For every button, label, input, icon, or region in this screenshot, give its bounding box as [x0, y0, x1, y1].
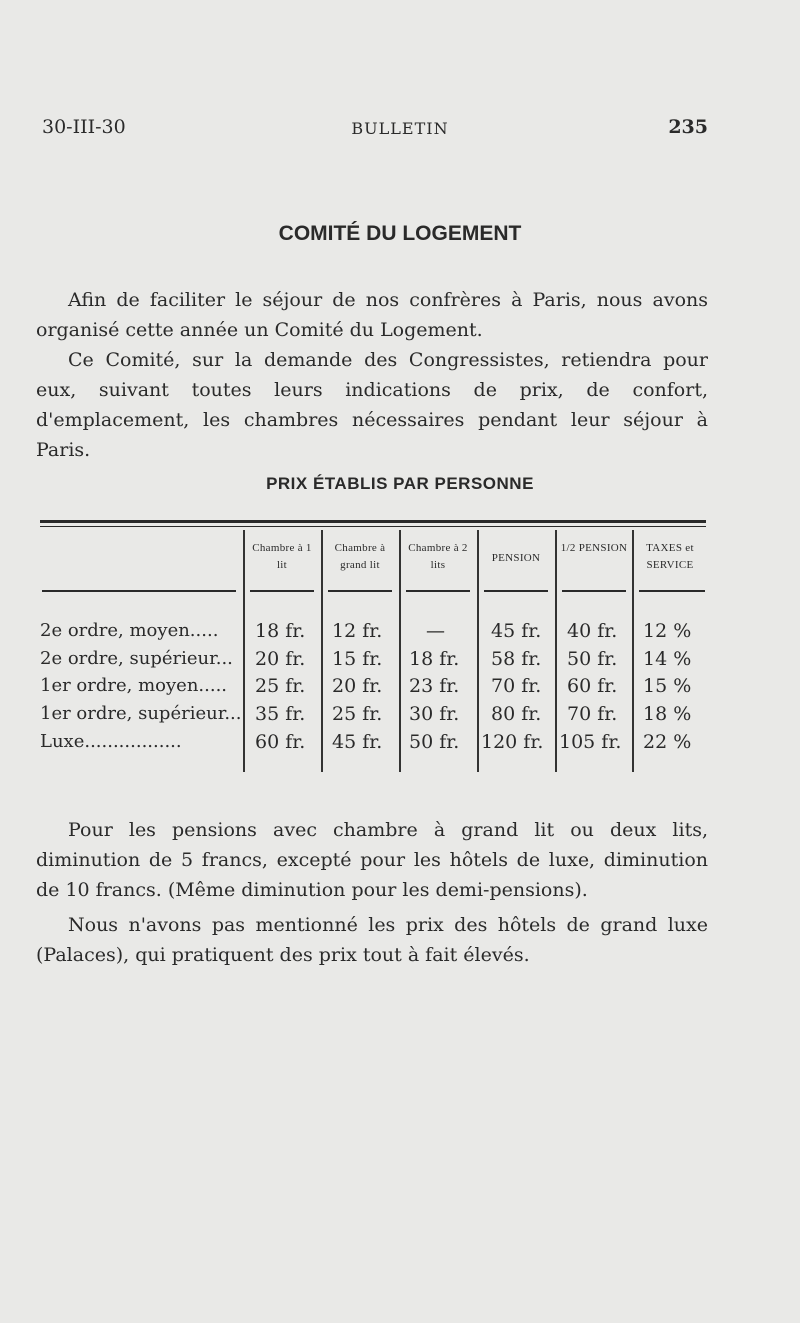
table-cell: 25 fr.: [332, 703, 383, 725]
header-date: 30-III-30: [42, 116, 126, 138]
table-cell: 70 fr.: [567, 703, 618, 725]
table-cell: 40 fr.: [567, 620, 618, 642]
table-cell: 14 %: [643, 648, 692, 670]
table-cell: 25 fr.: [255, 675, 306, 697]
header-underline: [250, 590, 314, 592]
column-divider: [555, 530, 557, 772]
table-cell: 20 fr.: [255, 648, 306, 670]
column-divider: [243, 530, 245, 772]
header-underline: [406, 590, 470, 592]
table-cell: 12 %: [643, 620, 692, 642]
page-number: 235: [668, 116, 708, 138]
column-header: Chambre à 1 lit: [252, 542, 312, 571]
note-paragraph-2: Nous n'avons pas mentionné les prix des hôtels de grand luxe (Palaces), qui pratiquent des prix tout à fait élevés.: [36, 914, 708, 966]
header-underline: [328, 590, 392, 592]
row-label: 2e ordre, supérieur...: [40, 648, 233, 669]
intro-paragraph-2: Ce Comité, sur la demande des Congressistes, retiendra pour eux, suivant toutes leurs indications de prix, de confort, d'emplacement, les chambres nécessaires pendant leur séjour à Paris.: [36, 349, 708, 461]
table-cell: 20 fr.: [332, 675, 383, 697]
table-cell: 18 %: [643, 703, 692, 725]
table-cell: —: [426, 620, 445, 642]
row-label: 1er ordre, moyen.....: [40, 675, 228, 696]
table-cell: 12 fr.: [332, 620, 383, 642]
column-header: Chambre à grand lit: [334, 542, 386, 571]
column-divider: [632, 530, 634, 772]
table-cell: 105 fr.: [559, 731, 622, 753]
table-cell: 60 fr.: [567, 675, 618, 697]
table-cell: 60 fr.: [255, 731, 306, 753]
column-header: PENSION: [491, 552, 541, 564]
table-cell: 30 fr.: [409, 703, 460, 725]
row-label: Luxe.................: [40, 731, 182, 752]
column-divider: [321, 530, 323, 772]
table-top-rule-thin: [40, 526, 706, 527]
table-cell: 120 fr.: [481, 731, 544, 753]
table-cell: 35 fr.: [255, 703, 306, 725]
table-cell: 15 %: [643, 675, 692, 697]
table-cell: 50 fr.: [567, 648, 618, 670]
table-cell: 58 fr.: [491, 648, 542, 670]
header-underline: [484, 590, 548, 592]
table-cell: 18 fr.: [255, 620, 306, 642]
table-cell: 15 fr.: [332, 648, 383, 670]
table-cell: 70 fr.: [491, 675, 542, 697]
table-cell: 22 %: [643, 731, 692, 753]
header-underline: [42, 590, 236, 592]
row-label: 1er ordre, supérieur...: [40, 703, 242, 724]
table-title: PRIX ÉTABLIS PAR PERSONNE: [266, 474, 534, 493]
column-divider: [399, 530, 401, 772]
column-header: TAXES et SERVICE: [646, 542, 694, 571]
table-cell: 45 fr.: [332, 731, 383, 753]
intro-paragraph-1: Afin de faciliter le séjour de nos confrères à Paris, nous avons organisé cette année un Comité du Logement.: [36, 289, 708, 341]
header-underline: [562, 590, 626, 592]
row-label: 2e ordre, moyen.....: [40, 620, 219, 641]
table-cell: 23 fr.: [409, 675, 460, 697]
note-paragraph-1: Pour les pensions avec chambre à grand lit ou deux lits, diminution de 5 francs, excepté pour les hôtels de luxe, diminution de 10 francs. (Même diminution pour les demi-pensions).: [36, 819, 708, 901]
table-cell: 45 fr.: [491, 620, 542, 642]
column-header: Chambre à 2 lits: [408, 542, 468, 571]
column-divider: [477, 530, 479, 772]
table-cell: 50 fr.: [409, 731, 460, 753]
column-header: 1/2 PENSION: [560, 542, 628, 554]
section-title: COMITÉ DU LOGEMENT: [278, 222, 522, 245]
table-top-rule: [40, 520, 706, 523]
header-title: BULLETIN: [351, 119, 449, 138]
table-cell: 80 fr.: [491, 703, 542, 725]
header-underline: [639, 590, 705, 592]
table-cell: 18 fr.: [409, 648, 460, 670]
